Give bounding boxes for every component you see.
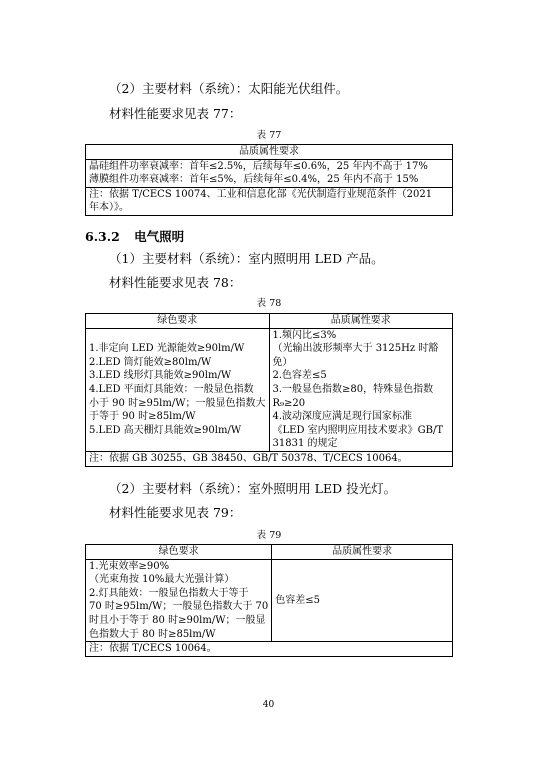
table-77-note <box>86 187 453 215</box>
quality-line: 1.频闪比≤3% <box>272 329 337 341</box>
table-78-green-cell <box>86 328 270 451</box>
table-78-note: 注：依据 GB 30255、GB 38450、GB/T 50378、T/CECS 10064。 <box>86 451 453 466</box>
quality-line: 免） <box>272 356 293 368</box>
green-line: 小于 90 时≥95lm/W；一般显色指数大 <box>89 397 266 409</box>
paragraph-main-material-pv: （2）主要材料（系统）：太阳能光伏组件。 <box>109 81 349 96</box>
green-line: 2.灯具能效：一般显色指数大于等于 <box>89 587 249 599</box>
table-79-quality-cell: 色容差≤5 <box>272 559 453 642</box>
caption-label: 表 <box>256 298 267 309</box>
quality-line: 3.一般显色指数≥80，特殊显色指数 <box>272 383 434 395</box>
table-79-header-green: 绿色要求 <box>86 545 272 560</box>
table-77-header: 品质属性要求 <box>86 145 453 160</box>
green-line: 5.LED 高天棚灯具能效≥90lm/W <box>89 424 242 436</box>
table-78-quality-cell <box>269 328 452 451</box>
green-line: 70 时≥95lm/W；一般显色指数大于 70 <box>89 601 269 613</box>
quality-line: 4.波动深度应满足现行国家标准 <box>272 411 413 423</box>
section-title: 电气照明 <box>134 229 185 244</box>
quality-line: 2.色容差≤5 <box>272 370 327 382</box>
paragraph-main-material-outdoor-led: （2）主要材料（系统）：室外照明用 LED 投光灯。 <box>109 481 397 496</box>
green-line: 4.LED 平面灯具能效：一般显色指数 <box>89 383 254 395</box>
table-77 <box>85 144 453 216</box>
table-77-note-line: 注：依据 T/CECS 10074、工业和信息化部《光伏制造行业规范条件（2021 <box>89 188 433 200</box>
page-number: 40 <box>262 700 275 710</box>
table-77-caption <box>240 130 298 142</box>
caption-number: 77 <box>269 130 282 141</box>
section-heading-6-3-2 <box>85 227 184 245</box>
paragraph-table-79-ref: 材料性能要求见表 79： <box>109 505 242 520</box>
caption-label: 表 <box>256 530 267 541</box>
table-79-caption <box>240 530 298 542</box>
green-line: 时且小于等于 80 时≥90lm/W；一般显 <box>89 614 266 626</box>
table-78-header-green: 绿色要求 <box>86 314 270 329</box>
quality-line: 31831 的规定 <box>272 438 338 450</box>
caption-number: 79 <box>269 530 282 541</box>
table-79-note: 注：依据 T/CECS 10064。 <box>86 642 453 657</box>
green-line: 色指数大于 80 时≥85lm/W <box>89 628 216 640</box>
green-line: 2.LED 筒灯能效≥80lm/W <box>89 356 212 368</box>
paragraph-table-77-ref: 材料性能要求见表 77： <box>109 106 242 121</box>
green-line: 1.非定向 LED 光源能效≥90lm/W <box>89 343 245 355</box>
section-number: 6.3.2 <box>85 229 120 244</box>
green-line: （光束角按 10%最大光强计算） <box>89 574 235 586</box>
caption-label: 表 <box>256 130 267 141</box>
table-78 <box>85 313 453 467</box>
paragraph-table-78-ref: 材料性能要求见表 78： <box>109 275 242 290</box>
green-line: 1.光束效率≥90% <box>89 560 170 572</box>
table-78-header-quality: 品质属性要求 <box>269 314 452 329</box>
table-77-row: 薄膜组件功率衰减率：首年≤5%，后续每年≤0.4%，25 年内不高于 15% <box>89 174 419 186</box>
paragraph-main-material-indoor-led: （1）主要材料（系统）：室内照明用 LED 产品。 <box>109 251 384 266</box>
table-78-caption <box>240 298 298 310</box>
quality-line: R₉≥20 <box>272 397 306 409</box>
green-line: 3.LED 线形灯具能效≥90lm/W <box>89 370 232 382</box>
table-79-header-quality: 品质属性要求 <box>272 545 453 560</box>
green-line: 于等于 90 时≥85lm/W <box>89 411 196 423</box>
table-79-green-cell <box>86 559 272 642</box>
quality-line: 《LED 室内照明应用技术要求》GB/T <box>272 424 444 436</box>
table-77-body <box>86 159 453 187</box>
table-77-row: 晶硅组件功率衰减率：首年≤2.5%，后续每年≤0.6%，25 年内不高于 17% <box>89 160 428 172</box>
table-79 <box>85 544 453 657</box>
table-77-note-line: 年本）》。 <box>89 202 129 214</box>
caption-number: 78 <box>269 298 282 309</box>
quality-line: （光输出波形频率大于 3125Hz 时豁 <box>272 343 439 355</box>
